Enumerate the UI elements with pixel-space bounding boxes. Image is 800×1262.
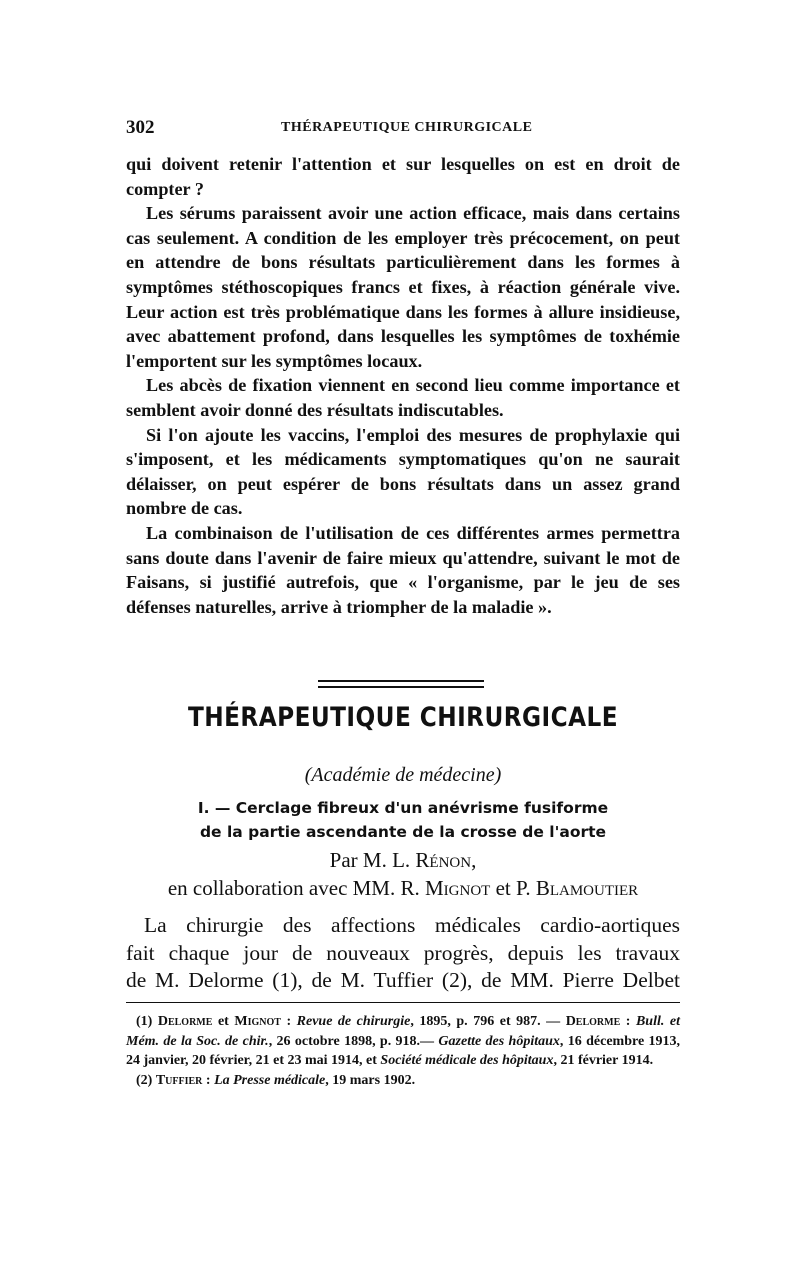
author-block: [126, 846, 680, 902]
paragraph: Si l'on ajoute les vaccins, l'emploi des mesures de prophylaxie qui s'imposent, et les médicaments symptomatiques qu'on ne saurait délaisser, on peut espérer de bons résultats dans un assez grand nombre de cas.: [126, 424, 680, 519]
author-prefix: Par M. L.: [329, 848, 416, 872]
running-head: [126, 117, 680, 139]
running-title: THÉRAPEUTIQUE CHIRURGICALE: [281, 120, 533, 135]
academy-subtitle: (Académie de médecine): [304, 764, 502, 786]
intro-line: La chirurgie des affections médicales cardio-aortiques: [144, 913, 680, 937]
author-suffix: ,: [471, 848, 477, 872]
collaborator-name: Blamoutier: [535, 876, 639, 900]
paragraph: qui doivent retenir l'attention et sur lesquelles on est en droit de compter ?: [126, 154, 680, 199]
paragraph: La combinaison de l'utilisation de ces différentes armes permettra sans doute dans l'avenir de faire mieux qu'attendre, suivant le mot de Faisans, si justifié autrefois, que « l'organisme, par le jeu de ses défenses naturelles, arrive à triompher de la maladie ».: [126, 522, 680, 617]
section-title: THÉRAPEUTIQUE CHIRURGICALE: [187, 702, 618, 733]
collaboration-line: [126, 874, 680, 902]
double-rule-divider: [318, 680, 484, 688]
footnotes: [126, 1012, 680, 1090]
author-line: [126, 846, 680, 874]
article-intro: [126, 912, 680, 995]
collab-prefix: en collaboration avec MM. R.: [167, 876, 425, 900]
author-name: Rénon: [415, 848, 472, 872]
article-title: [126, 796, 680, 844]
collab-mid: et P.: [490, 876, 536, 900]
paragraph: Les sérums paraissent avoir une action efficace, mais dans certains cas seulement. A condition de les employer très précocement, on peut en attendre de bons résultats particulièrement dans les formes à symptômes stéthoscopiques francs et fixes, à réaction générale vive. Leur action est très problématique dans les formes à allure insidieuse, avec abattement profond, dans lesquelles les symptômes de toxhémie l'emportent sur les symptômes locaux.: [126, 203, 680, 371]
intro-line: de M. Delorme (1), de M. Tuffier (2), de MM. Pierre Delbet: [126, 968, 680, 992]
article-title-line: I. — Cerclage fibreux d'un anévrisme fusiforme: [197, 799, 609, 817]
collaborator-name: Mignot: [425, 876, 491, 900]
body-text: [126, 152, 680, 619]
page-number: 302: [126, 117, 155, 138]
footnote-rule: [126, 1002, 680, 1003]
paragraph: Les abcès de fixation viennent en second lieu comme importance et semblent avoir donné des résultats indiscutables.: [126, 375, 680, 420]
footnote-2: (2) Tuffier : La Presse médicale, 19 mars 1902.: [136, 1072, 416, 1088]
footnote-1: (1) Delorme et Mignot : Revue de chirurgie, 1895, p. 796 et 987. — Delorme : Bull. et Mém. de la Soc. de chir., 26 octobre 1898, p. 918.— Gazette des hôpitaux, 16 décembre 1913, 24 janvier, 20 février, 21 et 23 mai 1914, et Société médicale des hôpitaux, 21 février 1914.: [126, 1014, 681, 1068]
intro-line: fait chaque jour de nouveaux progrès, depuis les travaux: [126, 940, 680, 965]
article-title-line: de la partie ascendante de la crosse de l'aorte: [199, 823, 607, 841]
